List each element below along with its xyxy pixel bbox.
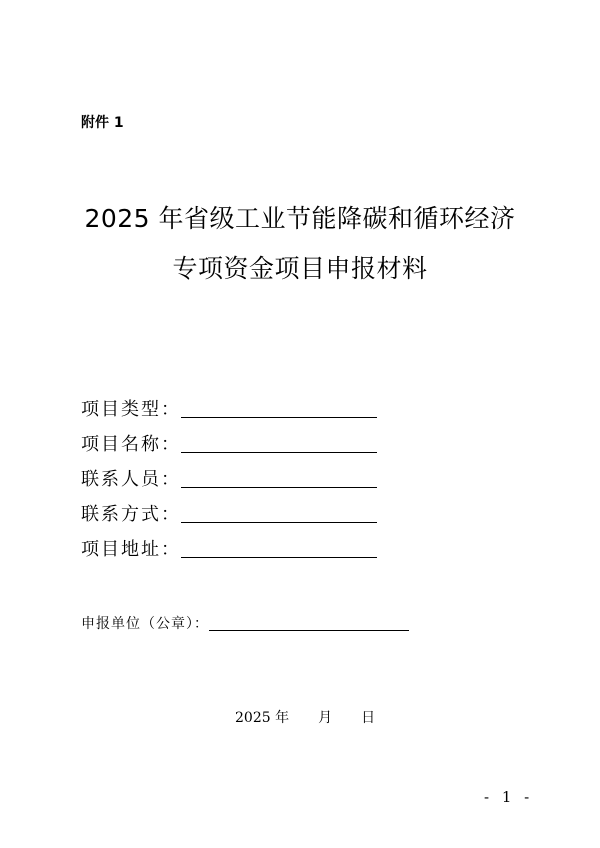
field-project-name xyxy=(81,422,377,457)
document-title-line-2: 专项资金项目申报材料 xyxy=(172,254,428,283)
applicant-unit-row xyxy=(81,614,409,634)
date-month: 月 xyxy=(318,710,333,726)
applicant-unit-blank[interactable] xyxy=(209,614,409,631)
project-name-blank[interactable] xyxy=(181,433,377,453)
date-year: 2025 年 xyxy=(235,710,290,726)
field-label-project-name: 项目名称： xyxy=(81,434,181,455)
field-contact-method xyxy=(81,492,377,527)
contact-person-blank[interactable] xyxy=(181,468,377,488)
page-number: - 1 - xyxy=(484,788,534,806)
date-line xyxy=(235,708,375,728)
field-label-contact-method: 联系方式： xyxy=(81,504,181,525)
application-form-fields xyxy=(81,387,377,562)
document-title-line-1: 2025 年省级工业节能降碳和循环经济 xyxy=(84,204,516,233)
attachment-label: 附件 1 xyxy=(81,115,124,131)
contact-method-blank[interactable] xyxy=(181,503,377,523)
field-label-contact-person: 联系人员： xyxy=(81,469,181,490)
project-address-blank[interactable] xyxy=(181,538,377,558)
field-project-address xyxy=(81,527,377,562)
date-day: 日 xyxy=(361,710,376,726)
project-type-blank[interactable] xyxy=(181,398,377,418)
applicant-unit-label: 申报单位（公章）： xyxy=(81,616,209,632)
field-label-project-address: 项目地址： xyxy=(81,539,181,560)
field-project-type xyxy=(81,387,377,422)
field-contact-person xyxy=(81,457,377,492)
field-label-project-type: 项目类型： xyxy=(81,399,181,420)
